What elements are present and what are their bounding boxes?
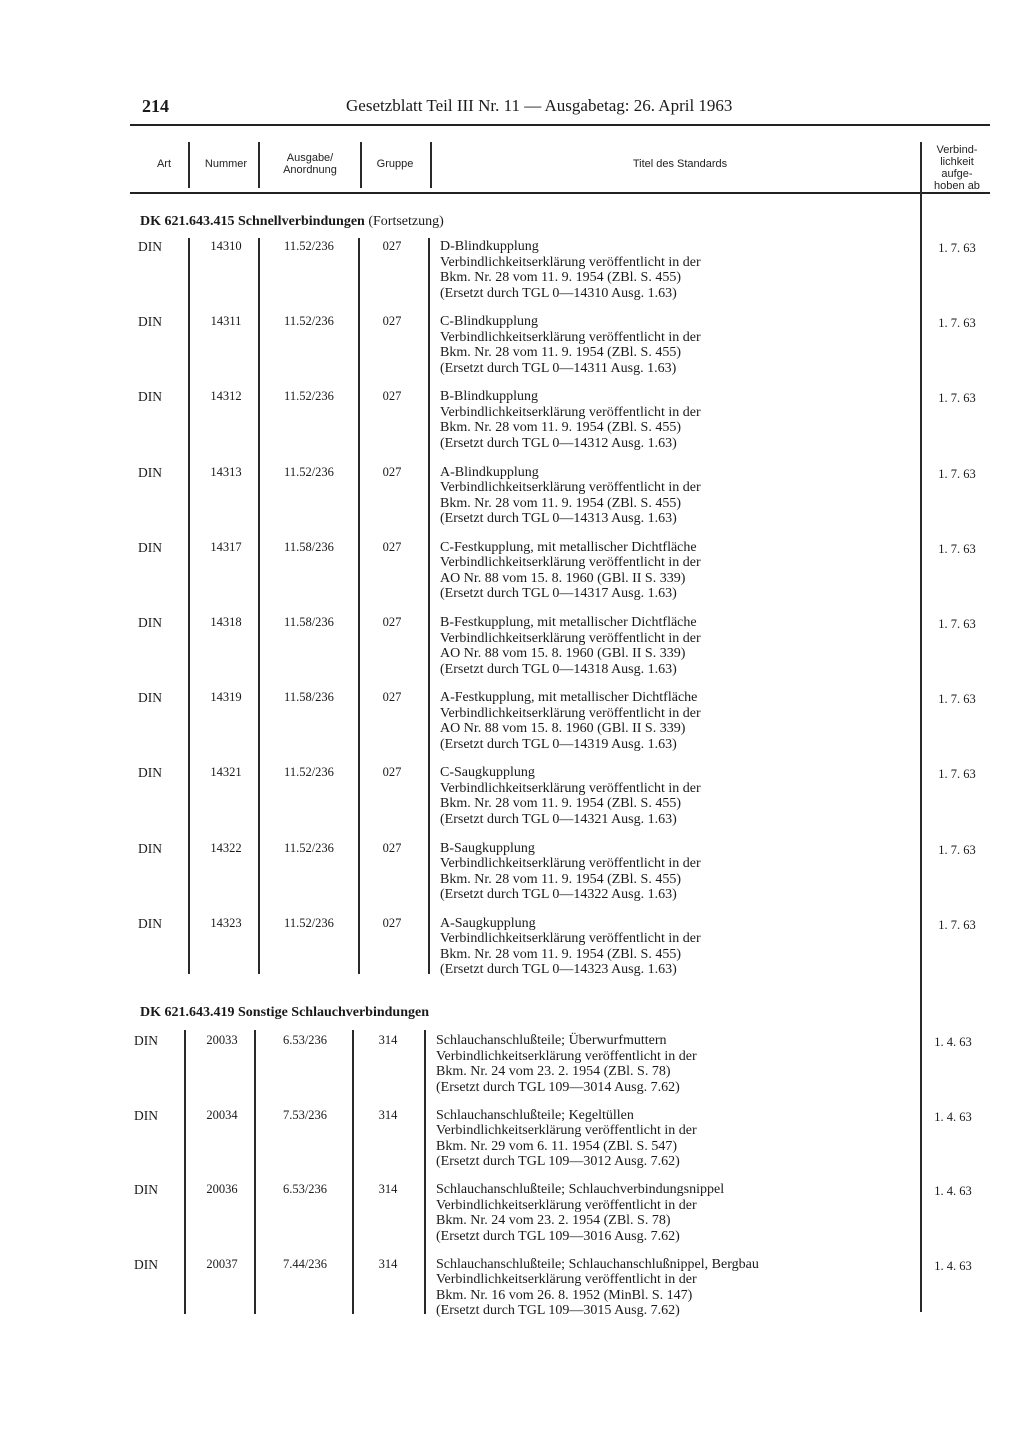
row-title bbox=[440, 765, 910, 827]
row-date: 1. 7. 63 bbox=[938, 541, 976, 556]
row-nummer: 14321 bbox=[210, 765, 242, 780]
row-art: DIN bbox=[138, 539, 162, 555]
col-sep bbox=[254, 1030, 256, 1314]
section-title: DK 621.643.415 Schnellverbindungen (Fortsetzung) bbox=[140, 214, 444, 229]
standard-note-line: Bkm. Nr. 28 vom 11. 9. 1954 (ZBl. S. 455) bbox=[440, 495, 681, 511]
row-title bbox=[440, 465, 910, 527]
row-gruppe: 027 bbox=[382, 239, 402, 253]
row-art: DIN bbox=[134, 1033, 158, 1048]
standard-title: B-Saugkupplung bbox=[440, 840, 535, 856]
row-nummer: 14313 bbox=[210, 464, 242, 479]
standard-title: C-Festkupplung, mit metallischer Dichtfläche bbox=[440, 539, 697, 555]
row-date: 1. 7. 63 bbox=[938, 617, 976, 631]
standard-title: B-Blindkupplung bbox=[440, 389, 539, 405]
row-ausgabe: 7.53/236 bbox=[282, 1107, 328, 1122]
row-art: DIN bbox=[138, 389, 162, 405]
row-gruppe: 027 bbox=[382, 464, 402, 479]
row-gruppe: 027 bbox=[382, 389, 402, 404]
column-header-rule bbox=[130, 192, 990, 194]
row-title bbox=[440, 841, 910, 903]
standard-title: B-Festkupplung, mit metallischer Dichtfläche bbox=[440, 615, 697, 630]
row-title bbox=[440, 916, 910, 978]
standard-note-line: Verbindlichkeitserklärung veröffentlicht in der bbox=[440, 856, 701, 872]
row-date: 1. 7. 63 bbox=[938, 391, 976, 406]
standard-note-line: (Ersetzt durch TGL 0—14319 Ausg. 1.63) bbox=[440, 736, 677, 752]
row-gruppe: 027 bbox=[382, 765, 402, 780]
standard-note-line: (Ersetzt durch TGL 109—3012 Ausg. 7.62) bbox=[436, 1154, 680, 1169]
row-nummer: 14322 bbox=[210, 840, 242, 855]
row-art: DIN bbox=[138, 690, 162, 706]
row-ausgabe: 11.52/236 bbox=[284, 765, 334, 780]
standard-title: Schlauchanschlußteile; Überwurfmuttern bbox=[436, 1033, 667, 1048]
row-nummer: 14318 bbox=[210, 615, 242, 629]
standard-note-line: (Ersetzt durch TGL 109—3014 Ausg. 7.62) bbox=[436, 1079, 680, 1095]
col-sep bbox=[258, 142, 260, 188]
standard-note-line: Verbindlichkeitserklärung veröffentlicht in der bbox=[440, 555, 701, 571]
standard-note-line: Bkm. Nr. 28 vom 11. 9. 1954 (ZBl. S. 455) bbox=[440, 270, 681, 285]
row-ausgabe: 11.52/236 bbox=[284, 314, 334, 329]
row-art: DIN bbox=[138, 314, 162, 330]
standard-note-line: Verbindlichkeitserklärung veröffentlicht in der bbox=[436, 1123, 697, 1138]
row-gruppe: 314 bbox=[378, 1107, 398, 1122]
row-title bbox=[440, 389, 910, 451]
row-gruppe: 027 bbox=[382, 915, 402, 930]
standard-note-line: AO Nr. 88 vom 15. 8. 1960 (GBl. II S. 339) bbox=[440, 721, 686, 737]
standard-note-line: Bkm. Nr. 28 vom 11. 9. 1954 (ZBl. S. 455) bbox=[440, 946, 681, 962]
row-ausgabe: 11.58/236 bbox=[284, 615, 334, 629]
standard-note-line: Verbindlichkeitserklärung veröffentlicht in der bbox=[440, 329, 701, 345]
row-date: 1. 7. 63 bbox=[938, 767, 976, 782]
row-title bbox=[436, 1108, 906, 1170]
row-title bbox=[440, 239, 910, 301]
standard-title: D-Blindkupplung bbox=[440, 239, 539, 254]
standard-note-line: Bkm. Nr. 24 vom 23. 2. 1954 (ZBl. S. 78) bbox=[436, 1064, 671, 1079]
row-date: 1. 7. 63 bbox=[938, 917, 976, 932]
standard-note-line: AO Nr. 88 vom 15. 8. 1960 (GBl. II S. 339) bbox=[440, 646, 686, 661]
section-title: DK 621.643.419 Sonstige Schlauchverbindungen bbox=[140, 1005, 429, 1020]
col-sep bbox=[188, 238, 190, 974]
row-nummer: 20033 bbox=[206, 1033, 238, 1047]
standard-note-line: Verbindlichkeitserklärung veröffentlicht in der bbox=[436, 1048, 697, 1064]
page-number: 214 bbox=[142, 96, 169, 116]
standard-note-line: (Ersetzt durch TGL 0—14311 Ausg. 1.63) bbox=[440, 360, 677, 376]
row-nummer: 20037 bbox=[206, 1256, 238, 1271]
row-nummer: 20036 bbox=[206, 1182, 238, 1196]
row-gruppe: 314 bbox=[378, 1033, 398, 1047]
row-title bbox=[436, 1182, 906, 1244]
standard-note-line: Bkm. Nr. 28 vom 11. 9. 1954 (ZBl. S. 455) bbox=[440, 796, 681, 812]
standard-note-line: (Ersetzt durch TGL 0—14310 Ausg. 1.63) bbox=[440, 285, 677, 301]
row-art: DIN bbox=[138, 239, 162, 254]
running-title: Gesetzblatt Teil III Nr. 11 — Ausgabetag: 26. April 1963 bbox=[346, 96, 733, 115]
standard-note-line: Bkm. Nr. 28 vom 11. 9. 1954 (ZBl. S. 455) bbox=[440, 420, 681, 436]
col-sep bbox=[358, 238, 360, 974]
standard-note-line: Bkm. Nr. 28 vom 11. 9. 1954 (ZBl. S. 455) bbox=[440, 871, 681, 887]
row-ausgabe: 11.52/236 bbox=[284, 464, 334, 479]
standard-note-line: (Ersetzt durch TGL 109—3015 Ausg. 7.62) bbox=[436, 1303, 680, 1318]
standard-note-line: Bkm. Nr. 28 vom 11. 9. 1954 (ZBl. S. 455) bbox=[440, 345, 681, 361]
standard-note-line: Bkm. Nr. 24 vom 23. 2. 1954 (ZBl. S. 78) bbox=[436, 1213, 671, 1228]
row-art: DIN bbox=[138, 840, 162, 856]
col-head-ausgabe: Ausgabe/ Anordnung bbox=[283, 152, 337, 176]
row-nummer: 14319 bbox=[210, 690, 242, 705]
row-art: DIN bbox=[138, 615, 162, 630]
row-nummer: 14317 bbox=[210, 539, 242, 554]
row-title bbox=[436, 1033, 906, 1095]
row-nummer: 14323 bbox=[210, 915, 242, 930]
row-date: 1. 4. 63 bbox=[934, 1109, 972, 1124]
standard-title: Schlauchanschlußteile; Kegeltüllen bbox=[436, 1107, 634, 1123]
col-sep bbox=[184, 1030, 186, 1314]
standard-note-line: Verbindlichkeitserklärung veröffentlicht in der bbox=[436, 1272, 697, 1287]
row-date: 1. 4. 63 bbox=[934, 1035, 972, 1049]
col-sep bbox=[920, 142, 922, 1312]
standard-title: A-Festkupplung, mit metallischer Dichtfläche bbox=[440, 690, 698, 706]
row-ausgabe: 11.58/236 bbox=[284, 539, 334, 554]
col-head-verbindlichkeit: Verbind- lichkeit aufge- hoben ab bbox=[934, 144, 980, 192]
row-gruppe: 027 bbox=[382, 539, 402, 554]
row-title bbox=[440, 690, 910, 752]
header-rule bbox=[130, 124, 990, 126]
col-head-nummer: Nummer bbox=[204, 158, 248, 170]
col-sep bbox=[258, 238, 260, 974]
row-ausgabe: 6.53/236 bbox=[282, 1033, 328, 1047]
row-title bbox=[436, 1257, 906, 1319]
row-nummer: 14312 bbox=[210, 389, 242, 404]
standard-note-line: (Ersetzt durch TGL 0—14312 Ausg. 1.63) bbox=[440, 435, 677, 451]
standard-note-line: Verbindlichkeitserklärung veröffentlicht in der bbox=[440, 780, 701, 796]
standard-note-line: (Ersetzt durch TGL 0—14318 Ausg. 1.63) bbox=[440, 661, 677, 677]
standard-note-line: Verbindlichkeitserklärung veröffentlicht in der bbox=[440, 480, 701, 496]
col-sep bbox=[428, 238, 430, 974]
col-sep bbox=[360, 142, 362, 188]
row-gruppe: 027 bbox=[382, 615, 402, 629]
standard-note-line: Verbindlichkeitserklärung veröffentlicht in der bbox=[436, 1197, 697, 1213]
standard-note-line: Verbindlichkeitserklärung veröffentlicht in der bbox=[440, 254, 701, 270]
standard-title: C-Blindkupplung bbox=[440, 314, 539, 330]
row-ausgabe: 7.44/236 bbox=[282, 1256, 328, 1271]
row-ausgabe: 11.52/236 bbox=[284, 840, 334, 855]
row-date: 1. 7. 63 bbox=[938, 466, 976, 481]
row-nummer: 20034 bbox=[206, 1107, 238, 1122]
row-art: DIN bbox=[134, 1256, 158, 1272]
row-gruppe: 314 bbox=[378, 1182, 398, 1196]
row-art: DIN bbox=[138, 915, 162, 931]
standard-note-line: Bkm. Nr. 16 vom 26. 8. 1952 (MinBl. S. 147) bbox=[436, 1287, 693, 1303]
row-date: 1. 4. 63 bbox=[934, 1258, 972, 1273]
standard-title: Schlauchanschlußteile; Schlauchanschlußnippel, Bergbau bbox=[436, 1256, 759, 1272]
standard-title: A-Blindkupplung bbox=[440, 464, 539, 480]
row-date: 1. 7. 63 bbox=[938, 241, 976, 255]
row-title bbox=[440, 314, 910, 376]
col-sep bbox=[424, 1030, 426, 1314]
row-ausgabe: 11.58/236 bbox=[284, 690, 334, 705]
row-gruppe: 314 bbox=[378, 1256, 398, 1271]
col-sep bbox=[430, 142, 432, 188]
standard-note-line: (Ersetzt durch TGL 109—3016 Ausg. 7.62) bbox=[436, 1228, 680, 1244]
row-ausgabe: 11.52/236 bbox=[284, 239, 334, 253]
standard-title: C-Saugkupplung bbox=[440, 765, 535, 781]
col-sep bbox=[352, 1030, 354, 1314]
row-gruppe: 027 bbox=[382, 314, 402, 329]
row-ausgabe: 11.52/236 bbox=[284, 915, 334, 930]
row-art: DIN bbox=[134, 1182, 158, 1197]
row-gruppe: 027 bbox=[382, 690, 402, 705]
row-ausgabe: 6.53/236 bbox=[282, 1182, 328, 1196]
row-date: 1. 7. 63 bbox=[938, 316, 976, 331]
standard-title: Schlauchanschlußteile; Schlauchverbindungsnippel bbox=[436, 1182, 725, 1197]
standard-note-line: (Ersetzt durch TGL 0—14323 Ausg. 1.63) bbox=[440, 962, 677, 978]
standard-note-line: (Ersetzt durch TGL 0—14321 Ausg. 1.63) bbox=[440, 811, 677, 827]
standard-note-line: Verbindlichkeitserklärung veröffentlicht in der bbox=[440, 404, 701, 420]
row-date: 1. 4. 63 bbox=[934, 1184, 972, 1198]
standard-title: A-Saugkupplung bbox=[440, 915, 536, 931]
standard-note-line: (Ersetzt durch TGL 0—14317 Ausg. 1.63) bbox=[440, 586, 677, 602]
standard-note-line: Verbindlichkeitserklärung veröffentlicht in der bbox=[440, 630, 701, 646]
row-nummer: 14310 bbox=[210, 239, 242, 253]
running-header bbox=[130, 96, 990, 126]
row-gruppe: 027 bbox=[382, 840, 402, 855]
standard-note-line: AO Nr. 88 vom 15. 8. 1960 (GBl. II S. 339) bbox=[440, 570, 686, 586]
row-date: 1. 7. 63 bbox=[938, 692, 976, 707]
standard-note-line: Verbindlichkeitserklärung veröffentlicht in der bbox=[440, 931, 701, 947]
col-head-gruppe: Gruppe bbox=[376, 158, 414, 170]
standard-note-line: Bkm. Nr. 29 vom 6. 11. 1954 (ZBl. S. 547) bbox=[436, 1138, 677, 1154]
row-art: DIN bbox=[138, 464, 162, 480]
row-art: DIN bbox=[134, 1107, 158, 1123]
standard-note-line: (Ersetzt durch TGL 0—14313 Ausg. 1.63) bbox=[440, 511, 677, 527]
col-head-titel: Titel des Standards bbox=[632, 158, 728, 170]
row-nummer: 14311 bbox=[210, 314, 242, 329]
row-title bbox=[440, 540, 910, 602]
col-sep bbox=[188, 142, 190, 188]
col-head-art: Art bbox=[156, 158, 172, 170]
row-date: 1. 7. 63 bbox=[938, 842, 976, 857]
standard-note-line: Verbindlichkeitserklärung veröffentlicht in der bbox=[440, 705, 701, 721]
row-ausgabe: 11.52/236 bbox=[284, 389, 334, 404]
row-art: DIN bbox=[138, 765, 162, 781]
standard-note-line: (Ersetzt durch TGL 0—14322 Ausg. 1.63) bbox=[440, 887, 677, 903]
row-title bbox=[440, 615, 910, 677]
